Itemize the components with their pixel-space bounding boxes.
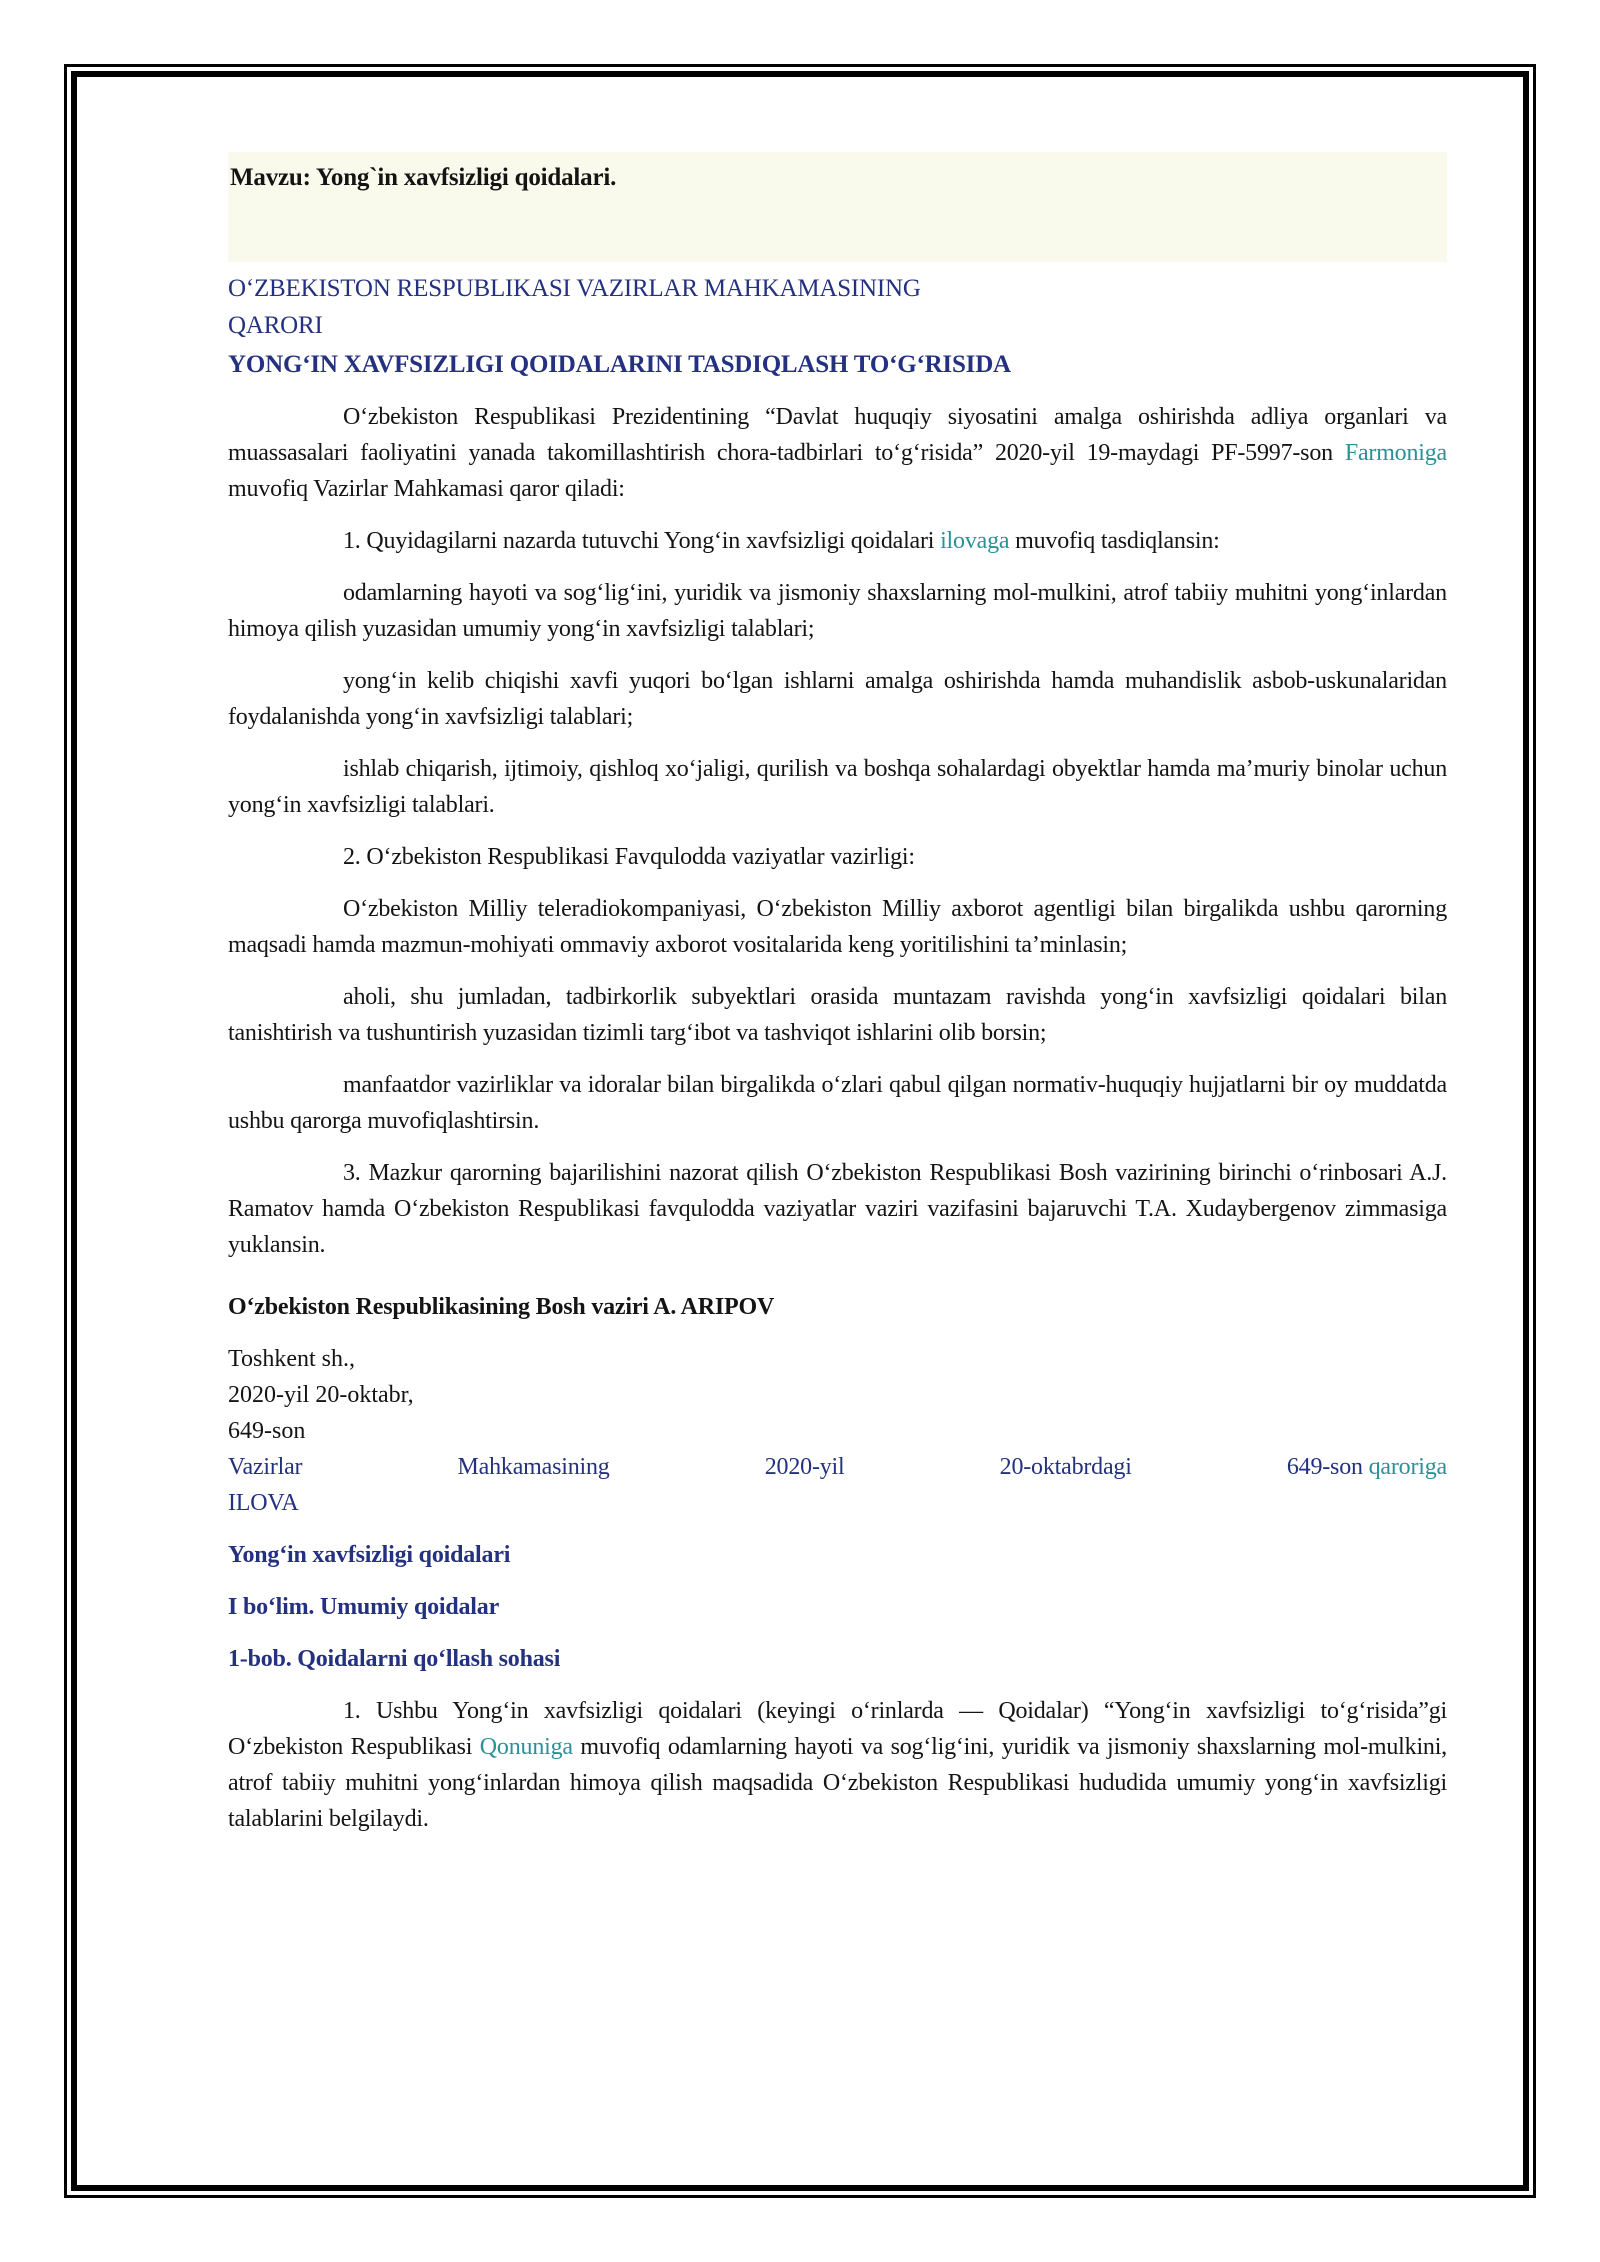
task-paragraph-a: O‘zbekiston Milliy teleradiokompaniyasi, O‘zbekiston Milliy axborot agentligi bilan birgalikda ushbu qarorning maqsadi hamda mazmun-mohiyati ommaviy axborot vositalarida keng yoritilishini ta’minlasin; bbox=[228, 896, 1447, 958]
item3-paragraph: 3. Mazkur qarorning bajarilishini nazorat qilish O‘zbekiston Respublikasi Bosh vazirining birinchi o‘rinbosari A.J. Ramatov hamda O‘zbekiston Respublikasi favqulodda vaziyatlar vaziri vazifasini bajaruvchi T.A. Xudaybergenov zimmasiga yuklansin. bbox=[228, 1160, 1447, 1258]
appendix-reference-line2: ILOVA bbox=[228, 1490, 299, 1516]
page-border-inner bbox=[71, 71, 1529, 2191]
item1-text-post: muvofiq tasdiqlansin: bbox=[1009, 528, 1220, 554]
appendix-reference-line1 bbox=[228, 1449, 1447, 1485]
page-border-outer bbox=[64, 64, 1536, 2198]
qonun-link[interactable]: Qonuniga bbox=[479, 1734, 573, 1760]
chapter-heading: 1-bob. Qoidalarni qo‘llash sohasi bbox=[228, 1646, 561, 1672]
task-paragraph-b: aholi, shu jumladan, tadbirkorlik subyektlari orasida muntazam ravishda yong‘in xavfsizligi qoidalari bilan tanishtirish va tushuntirish yuzasidan tizimli targ‘ibot va tashviqot ishlarini olib borsin; bbox=[228, 984, 1447, 1046]
rule1-text-pre: 1. Ushbu Yong‘in xavfsizligi qoidalari (keyingi o‘rinlarda — Qoidalar) “Yong‘in xavfsizligi to‘g‘risida”gi O‘zbekiston Respublikasi bbox=[228, 1698, 1447, 1760]
farmon-link[interactable]: Farmoniga bbox=[1344, 440, 1447, 466]
date-line: 2020-yil 20-oktabr, bbox=[228, 1382, 414, 1408]
place-line: Toshkent sh., bbox=[228, 1346, 355, 1372]
intro-text-pre: O‘zbekiston Respublikasi Prezidentining “Davlat huquqiy siyosatini amalga oshirishda adliya organlari va muassasalari faoliyatini yanada takomillashtirish chora-tadbirlari to‘g‘risida” 2020-yil 19-maydagi PF-5997-son bbox=[228, 404, 1447, 466]
appendix-word: Vazirlar bbox=[228, 1454, 303, 1480]
appendix-word: Mahkamasining bbox=[457, 1454, 610, 1480]
item1-paragraph bbox=[228, 523, 1447, 559]
list-paragraph-c: ishlab chiqarish, ijtimoiy, qishloq xo‘jaligi, qurilish va boshqa sohalardagi obyektlar hamda ma’muriy binolar uchun yong‘in xavfsizligi talablari. bbox=[228, 756, 1447, 818]
item2-paragraph: 2. O‘zbekiston Respublikasi Favqulodda vaziyatlar vazirligi: bbox=[343, 844, 915, 870]
place-date-block bbox=[228, 1341, 1447, 1449]
appendix-word: 20-oktabrdagi bbox=[999, 1454, 1132, 1480]
list-paragraph-a: odamlarning hayoti va sog‘lig‘ini, yuridik va jismoniy shaxslarning mol-mulkini, atrof tabiiy muhitni yong‘inlardan himoya qilish yuzasidan umumiy yong‘in xavfsizligi talablari; bbox=[228, 580, 1447, 642]
item1-text-pre: 1. Quyidagilarni nazarda tutuvchi Yong‘in xavfsizligi qoidalari bbox=[343, 528, 941, 554]
rule1-paragraph bbox=[228, 1693, 1447, 1837]
decree-type-line: QARORI bbox=[228, 312, 323, 339]
appendix-word: 2020-yil bbox=[764, 1454, 845, 1480]
appendix-word: 649-son bbox=[1286, 1454, 1363, 1480]
rules-title-heading: Yong‘in xavfsizligi qoidalari bbox=[228, 1542, 511, 1568]
section-heading: I bo‘lim. Umumiy qoidalar bbox=[228, 1594, 500, 1620]
signature-line: O‘zbekiston Respublikasining Bosh vaziri A. ARIPOV bbox=[228, 1294, 775, 1320]
qaror-link[interactable]: qaroriga bbox=[1368, 1454, 1447, 1480]
appendix-reference bbox=[228, 1449, 1447, 1521]
topic-highlight bbox=[228, 152, 1447, 262]
appendix-word-group bbox=[1287, 1449, 1447, 1485]
rule1-text-post: muvofiq odamlarning hayoti va sog‘lig‘ini, yuridik va jismoniy shaxslarning mol-mulkini, atrof tabiiy muhitni yong‘inlardan himoya qilish maqsadida O‘zbekiston Respublikasi hududida umumiy yong‘in xavfsizligi talablarini belgilaydi. bbox=[228, 1734, 1447, 1832]
decree-title: YONG‘IN XAVFSIZLIGI QOIDALARINI TASDIQLASH TO‘G‘RISIDA bbox=[228, 351, 1011, 378]
list-paragraph-b: yong‘in kelib chiqishi xavfi yuqori bo‘lgan ishlarni amalga oshirishda hamda muhandislik asbob-uskunalaridan foydalanishda yong‘in xavfsizligi talablari; bbox=[228, 668, 1447, 730]
intro-paragraph bbox=[228, 399, 1447, 507]
number-line: 649-son bbox=[228, 1418, 306, 1444]
decree-organization-line: O‘ZBEKISTON RESPUBLIKASI VAZIRLAR MAHKAMASINING bbox=[228, 275, 921, 302]
intro-text-post: muvofiq Vazirlar Mahkamasi qaror qiladi: bbox=[228, 476, 625, 502]
ilova-link[interactable]: ilovaga bbox=[940, 528, 1010, 554]
task-paragraph-c: manfaatdor vazirliklar va idoralar bilan birgalikda o‘zlari qabul qilgan normativ-huquqiy hujjatlarni bir oy muddatda ushbu qarorga muvofiqlashtirsin. bbox=[228, 1072, 1447, 1134]
topic-label: Mavzu: Yong`in xavfsizligi qoidalari. bbox=[230, 164, 617, 191]
